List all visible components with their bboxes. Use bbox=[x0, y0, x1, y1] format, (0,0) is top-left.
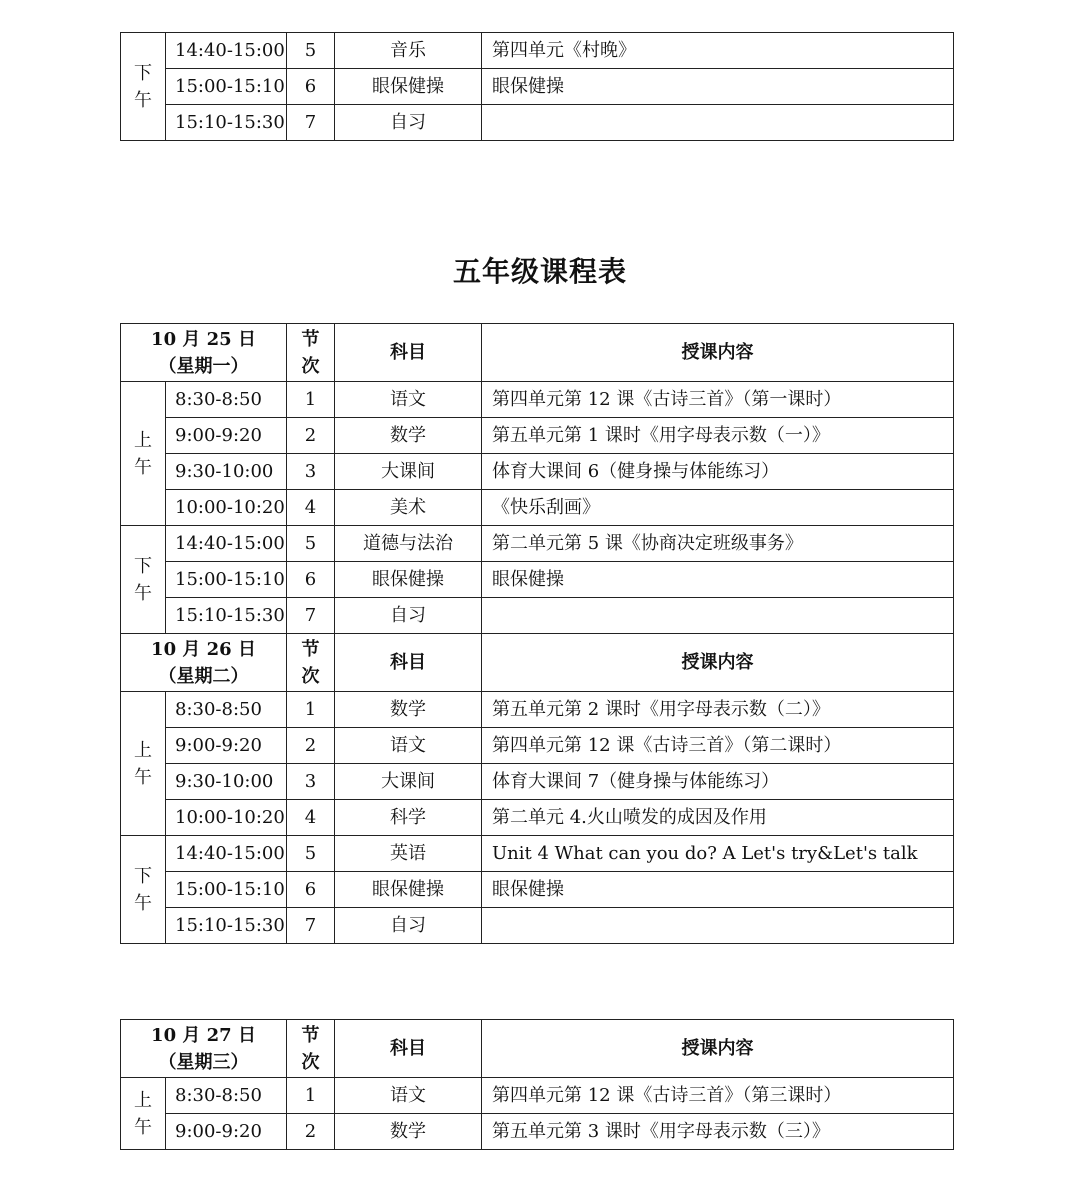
sections-header: 节次 bbox=[287, 324, 335, 382]
time-cell: 15:10-15:30 bbox=[166, 598, 287, 634]
time-cell: 15:00-15:10 bbox=[166, 69, 287, 105]
content-cell: 第四单元第 12 课《古诗三首》（第二课时） bbox=[482, 728, 954, 764]
section-number: 7 bbox=[287, 598, 335, 634]
time-cell: 15:10-15:30 bbox=[166, 105, 287, 141]
table-row bbox=[121, 728, 954, 764]
section-number: 4 bbox=[287, 490, 335, 526]
content-cell: 第四单元第 12 课《古诗三首》（第一课时） bbox=[482, 382, 954, 418]
section-number: 7 bbox=[287, 908, 335, 944]
section-number: 1 bbox=[287, 1078, 335, 1114]
content-cell: 第五单元第 1 课时《用字母表示数（一）》 bbox=[482, 418, 954, 454]
subject-cell: 眼保健操 bbox=[335, 872, 482, 908]
table-row bbox=[121, 454, 954, 490]
period-label: 上午 bbox=[121, 692, 166, 836]
table-row bbox=[121, 490, 954, 526]
page-title: 五年级课程表 bbox=[452, 255, 627, 288]
table-row bbox=[121, 764, 954, 800]
section-number: 5 bbox=[287, 836, 335, 872]
content-cell: Unit 4 What can you do? A Let's try&Let's talk bbox=[482, 836, 954, 872]
subject-cell: 数学 bbox=[335, 692, 482, 728]
subject-cell: 音乐 bbox=[335, 33, 482, 69]
time-cell: 9:30-10:00 bbox=[166, 454, 287, 490]
date-label: 10 月 25 日 bbox=[151, 328, 256, 350]
table-row bbox=[121, 800, 954, 836]
section-number: 2 bbox=[287, 728, 335, 764]
content-cell bbox=[482, 598, 954, 634]
table-row bbox=[121, 692, 954, 728]
time-cell: 9:00-9:20 bbox=[166, 1114, 287, 1150]
subject-cell: 科学 bbox=[335, 800, 482, 836]
content-cell: 体育大课间 7（健身操与体能练习） bbox=[482, 764, 954, 800]
content-cell: 第二单元 4.火山喷发的成因及作用 bbox=[482, 800, 954, 836]
table-row bbox=[121, 1078, 954, 1114]
subject-cell: 自习 bbox=[335, 598, 482, 634]
period-label: 下午 bbox=[121, 526, 166, 634]
day-header-row bbox=[121, 324, 954, 382]
table-row bbox=[121, 598, 954, 634]
date-cell bbox=[121, 1020, 287, 1078]
time-cell: 15:00-15:10 bbox=[166, 872, 287, 908]
subject-cell: 语文 bbox=[335, 382, 482, 418]
content-cell: 体育大课间 6（健身操与体能练习） bbox=[482, 454, 954, 490]
subject-cell: 眼保健操 bbox=[335, 69, 482, 105]
time-cell: 8:30-8:50 bbox=[166, 692, 287, 728]
date-cell bbox=[121, 634, 287, 692]
weekday-label: （星期三） bbox=[158, 1051, 249, 1073]
content-cell bbox=[482, 105, 954, 141]
period-label: 上午 bbox=[121, 1078, 166, 1150]
subject-cell: 道德与法治 bbox=[335, 526, 482, 562]
time-cell: 8:30-8:50 bbox=[166, 1078, 287, 1114]
subject-cell: 英语 bbox=[335, 836, 482, 872]
weekday-label: （星期一） bbox=[158, 355, 249, 377]
date-label: 10 月 27 日 bbox=[151, 1024, 256, 1046]
weekday-label: （星期二） bbox=[158, 665, 249, 687]
time-cell: 9:00-9:20 bbox=[166, 418, 287, 454]
table-row bbox=[121, 526, 954, 562]
content-cell: 《快乐刮画》 bbox=[482, 490, 954, 526]
table-row bbox=[121, 418, 954, 454]
subject-cell: 大课间 bbox=[335, 454, 482, 490]
sections-header: 节次 bbox=[287, 1020, 335, 1078]
schedule-table-wed bbox=[120, 1019, 954, 1150]
section-number: 1 bbox=[287, 382, 335, 418]
period-label: 下午 bbox=[121, 33, 166, 141]
section-number: 6 bbox=[287, 562, 335, 598]
sections-header: 节次 bbox=[287, 634, 335, 692]
subject-header: 科目 bbox=[335, 1020, 482, 1078]
subject-cell: 美术 bbox=[335, 490, 482, 526]
table-row bbox=[121, 562, 954, 598]
section-number: 5 bbox=[287, 526, 335, 562]
table-row bbox=[121, 872, 954, 908]
table-row bbox=[121, 33, 954, 69]
date-cell bbox=[121, 324, 287, 382]
content-cell: 眼保健操 bbox=[482, 69, 954, 105]
period-label: 下午 bbox=[121, 836, 166, 944]
table-row bbox=[121, 836, 954, 872]
content-cell: 第二单元第 5 课《协商决定班级事务》 bbox=[482, 526, 954, 562]
content-cell: 第四单元第 12 课《古诗三首》（第三课时） bbox=[482, 1078, 954, 1114]
time-cell: 10:00-10:20 bbox=[166, 800, 287, 836]
subject-cell: 语文 bbox=[335, 1078, 482, 1114]
section-number: 7 bbox=[287, 105, 335, 141]
section-number: 6 bbox=[287, 69, 335, 105]
section-number: 3 bbox=[287, 764, 335, 800]
time-cell: 14:40-15:00 bbox=[166, 526, 287, 562]
section-number: 2 bbox=[287, 418, 335, 454]
subject-cell: 数学 bbox=[335, 418, 482, 454]
time-cell: 14:40-15:00 bbox=[166, 836, 287, 872]
subject-cell: 眼保健操 bbox=[335, 562, 482, 598]
section-number: 6 bbox=[287, 872, 335, 908]
section-number: 2 bbox=[287, 1114, 335, 1150]
day-header-row bbox=[121, 634, 954, 692]
section-number: 5 bbox=[287, 33, 335, 69]
time-cell: 10:00-10:20 bbox=[166, 490, 287, 526]
section-number: 1 bbox=[287, 692, 335, 728]
subject-cell: 语文 bbox=[335, 728, 482, 764]
table-row bbox=[121, 908, 954, 944]
content-cell: 第四单元《村晚》 bbox=[482, 33, 954, 69]
subject-header: 科目 bbox=[335, 634, 482, 692]
subject-cell: 数学 bbox=[335, 1114, 482, 1150]
time-cell: 14:40-15:00 bbox=[166, 33, 287, 69]
time-cell: 9:00-9:20 bbox=[166, 728, 287, 764]
subject-cell: 自习 bbox=[335, 908, 482, 944]
section-number: 3 bbox=[287, 454, 335, 490]
period-label: 上午 bbox=[121, 382, 166, 526]
content-cell: 眼保健操 bbox=[482, 562, 954, 598]
content-cell: 第五单元第 3 课时《用字母表示数（三）》 bbox=[482, 1114, 954, 1150]
content-cell: 眼保健操 bbox=[482, 872, 954, 908]
date-label: 10 月 26 日 bbox=[151, 638, 256, 660]
subject-cell: 大课间 bbox=[335, 764, 482, 800]
time-cell: 15:00-15:10 bbox=[166, 562, 287, 598]
schedule-table-mon-tue bbox=[120, 323, 954, 944]
subject-header: 科目 bbox=[335, 324, 482, 382]
content-cell: 第五单元第 2 课时《用字母表示数（二）》 bbox=[482, 692, 954, 728]
time-cell: 15:10-15:30 bbox=[166, 908, 287, 944]
content-header: 授课内容 bbox=[482, 1020, 954, 1078]
previous-schedule-table bbox=[120, 32, 954, 141]
content-header: 授课内容 bbox=[482, 634, 954, 692]
time-cell: 8:30-8:50 bbox=[166, 382, 287, 418]
table-row bbox=[121, 1114, 954, 1150]
table-row bbox=[121, 105, 954, 141]
table-row bbox=[121, 382, 954, 418]
day-header-row bbox=[121, 1020, 954, 1078]
time-cell: 9:30-10:00 bbox=[166, 764, 287, 800]
content-cell bbox=[482, 908, 954, 944]
subject-cell: 自习 bbox=[335, 105, 482, 141]
content-header: 授课内容 bbox=[482, 324, 954, 382]
table-row bbox=[121, 69, 954, 105]
section-number: 4 bbox=[287, 800, 335, 836]
